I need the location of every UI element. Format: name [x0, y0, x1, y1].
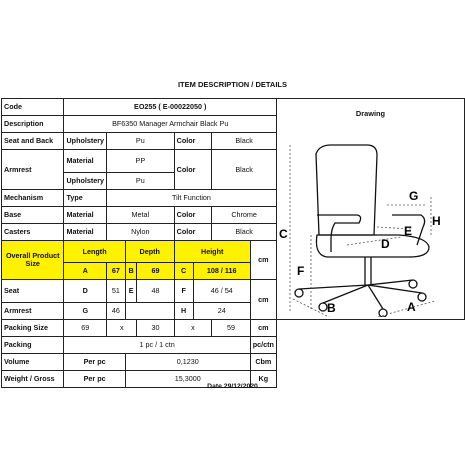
type-label: Type [64, 189, 107, 206]
weight-value: 15,3000 [125, 370, 250, 387]
material-label: Material [64, 150, 107, 173]
pack-size-unit: cm [250, 319, 276, 336]
code-label: Code [2, 99, 64, 116]
row-code [2, 99, 465, 116]
casters-label: Casters [2, 223, 64, 240]
dim-b-value: 69 [137, 263, 174, 280]
volume-label: Volume [2, 353, 64, 370]
description-label: Description [2, 116, 64, 133]
dim-c-value: 108 / 116 [193, 263, 250, 280]
empty-cell [125, 302, 174, 319]
packing-value: 1 pc / 1 ctn [64, 336, 250, 353]
base-material-label: Material [64, 206, 107, 223]
dim-a-value: 67 [107, 263, 126, 280]
dim-c-letter: C [174, 263, 193, 280]
seat-back-upholstery: Pu [107, 133, 175, 150]
base-leg [299, 285, 368, 289]
label-b: B [326, 301, 336, 316]
caster [295, 289, 303, 297]
row-packing [2, 336, 465, 353]
base-label: Base [2, 206, 64, 223]
overall-size-label: Overall Product Size [2, 240, 64, 280]
row-packing-size [2, 319, 465, 336]
label-h: H [431, 214, 441, 229]
label-a: A [406, 300, 416, 315]
armrest-color-label: Color [174, 150, 212, 190]
base-color: Chrome [212, 206, 277, 223]
description-value: BF6350 Manager Armchair Black Pu [64, 116, 276, 133]
mechanism-label: Mechanism [2, 189, 64, 206]
dim-f-value: 46 / 54 [193, 280, 250, 303]
armrest-upholstery: Pu [107, 172, 175, 189]
packing-size-label: Packing Size [2, 319, 64, 336]
volume-value: 0,1230 [125, 353, 250, 370]
code-value: EO255 ( E-00022050 ) [64, 99, 276, 116]
spec-table [1, 98, 465, 388]
dim-g-value: 46 [107, 302, 126, 319]
armrest-label: Armrest [2, 150, 64, 190]
dim-line-d [347, 237, 401, 245]
packing-label: Packing [2, 336, 64, 353]
dim-h-value: 24 [193, 302, 250, 319]
pack-length: 69 [64, 319, 107, 336]
label-c: C [278, 227, 288, 242]
backrest-outline [316, 145, 377, 235]
base-material: Metal [107, 206, 175, 223]
chair-drawing [279, 117, 462, 317]
dim-g-letter: G [64, 302, 107, 319]
overall-unit: cm [250, 240, 276, 280]
seat-armrest-unit: cm [250, 280, 276, 320]
armrest-material: PP [107, 150, 175, 173]
height-header: Height [174, 240, 250, 263]
weight-label: Weight / Gross [2, 370, 64, 387]
pack-height: 59 [212, 319, 250, 336]
dim-e-value: 48 [137, 280, 174, 303]
label-f: F [296, 264, 305, 279]
dim-d-value: 51 [107, 280, 126, 303]
weight-unit: Kg [250, 370, 276, 387]
dim-line-a [359, 301, 435, 317]
packing-unit: pc/ctn [250, 336, 276, 353]
pack-width: 30 [137, 319, 174, 336]
dim-h-letter: H [174, 302, 193, 319]
label-d: D [380, 237, 390, 252]
armrest-upholstery-label: Upholstery [64, 172, 107, 189]
color-label: Color [174, 133, 212, 150]
seat-label: Seat [2, 280, 64, 303]
pack-x2: x [174, 319, 212, 336]
dim-f-letter: F [174, 280, 193, 303]
row-volume [2, 353, 465, 370]
volume-unit: Cbm [250, 353, 276, 370]
mechanism-type: Tilt Function [107, 189, 277, 206]
seat-back-color: Black [212, 133, 277, 150]
dim-e-letter: E [125, 280, 137, 303]
seat-outline [316, 235, 429, 257]
dim-b-letter: B [125, 263, 137, 280]
drawing-label: Drawing [355, 109, 386, 118]
base-color-label: Color [174, 206, 212, 223]
upholstery-label: Upholstery [64, 133, 107, 150]
armrest-left [317, 215, 361, 252]
armrest-color: Black [212, 150, 277, 190]
page-title: ITEM DESCRIPTION / DETAILS [177, 80, 288, 89]
casters-material-label: Material [64, 223, 107, 240]
volume-per-pc: Per pc [64, 353, 125, 370]
drawing-cell [276, 99, 464, 320]
casters-color-label: Color [174, 223, 212, 240]
armrest-row-label: Armrest [2, 302, 64, 319]
label-e: E [403, 224, 412, 239]
dim-d-letter: D [64, 280, 107, 303]
length-header: Length [64, 240, 125, 263]
depth-header: Depth [125, 240, 174, 263]
seat-back-label: Seat and Back [2, 133, 64, 150]
weight-per-pc: Per pc [64, 370, 125, 387]
label-g: G [408, 189, 419, 204]
casters-material: Nylon [107, 223, 175, 240]
dim-a-letter: A [64, 263, 107, 280]
pack-x1: x [107, 319, 137, 336]
casters-color: Black [212, 223, 277, 240]
date-footer: Date 29/12/2020 [207, 383, 258, 390]
